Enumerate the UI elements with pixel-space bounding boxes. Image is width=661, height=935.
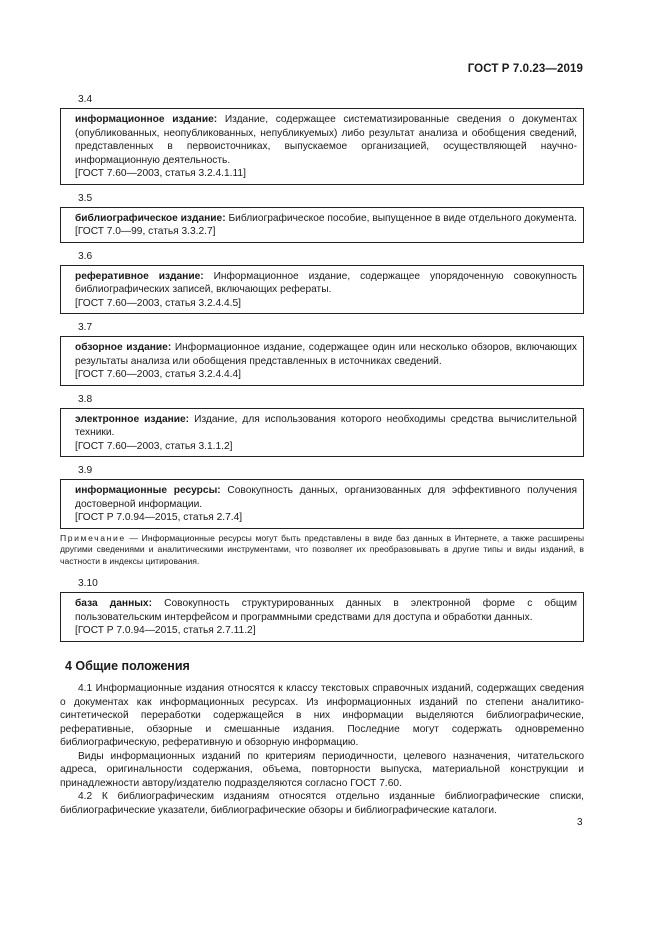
term-definition-box [60,207,584,243]
term-name: информационное издание: [75,114,218,125]
term-definition: Совокупность структурированных данных в электронной форме с общим пользовательским интерфейсом и программными средствами для доступа и обработки данных. [75,598,577,623]
term-name: база данных: [75,598,152,609]
term-number: 3.6 [78,250,93,262]
term-source: [ГОСТ 7.60—2003, статья 3.1.1.2] [75,440,233,452]
term-definition-box [60,408,584,458]
term-definition-box [60,265,584,315]
term-number: 3.8 [78,393,93,405]
term-name: библиографическое издание: [75,212,226,224]
term-source: [ГОСТ 7.0—99, статья 3.3.2.7] [75,226,216,237]
term-definition-box [60,592,584,642]
term-definition: Совокупность данных, организованных для эффективного получения достоверной информации. [75,485,577,510]
term-definition: Информационное издание, содержащее один или несколько обзоров, включающих результаты анализа или обобщения представленных в источниках сведений. [75,342,577,367]
term-definition-box [60,336,584,386]
term-source: [ГОСТ Р 7.0.94—2015, статья 2.7.4] [75,512,243,523]
term-number: 3.5 [78,192,93,204]
term-name: обзорное издание: [75,342,172,353]
term-source: [ГОСТ 7.60—2003, статья 3.2.4.1.11] [75,168,246,179]
term-source: [ГОСТ 7.60—2003, статья 3.2.4.4.4] [75,369,241,380]
term-number: 3.7 [78,322,93,333]
note-text: — Информационные ресурсы могут быть представлены в виде баз данных в Интернете, а также расширены другими сведениями и аналитическими инструментами, что позволяет их преобразовывать в другие типы и виды изданий, в частности в индексы цитирования. [60,532,584,566]
term-number: 3.9 [78,465,93,476]
document-code-header: ГОСТ Р 7.0.23—2019 [467,63,583,75]
term-name: электронное издание: [75,413,190,425]
term-name: реферативное издание: [75,270,204,282]
term-definition-box [60,108,584,185]
term-name: информационные ресурсы: [75,485,221,496]
term-definition: Библиографическое пособие, выпущенное в виде отдельного документа. [228,212,577,224]
section-heading: 4 Общие положения [65,658,190,673]
term-number: 3.10 [78,578,98,589]
note-paragraph [60,533,584,568]
note-label: Примечание [60,532,126,543]
term-number: 3.4 [78,94,93,105]
body-paragraph: 4.2 К библиографическим изданиям относятся отдельно изданные библиографические списки, библиографические указатели, библиографические обзоры и библиографические каталоги. [60,791,584,816]
term-source: [ГОСТ 7.60—2003, статья 3.2.4.4.5] [75,297,241,309]
term-definition: Информационное издание, содержащее упорядоченную совокупность библиографических записей, включающих рефераты. [75,270,577,295]
term-source: [ГОСТ Р 7.0.94—2015, статья 2.7.11.2] [75,625,256,636]
body-paragraph: Виды информационных изданий по критериям периодичности, целевого назначения, читательского адреса, оригинальности содержания, объема, повторности выпуска, материальной конструкции и принадлежности автору/издателю подразделяются согласно ГОСТ 7.60. [60,750,584,789]
term-definition-box [60,479,584,529]
term-definition: Издание, для использования которого необходимы средства вычислительной техники. [75,413,577,438]
term-definition: Издание, содержащее систематизированные сведения о документах (опубликованных, неопубликованных, непубликуемых) либо результат анализа и обобщения сведений, представленных в первоисточниках, выпускаемое организацией, осуществляющей научно-информационную деятельность. [75,114,577,166]
page-content [60,93,584,817]
page-number: 3 [577,817,583,828]
body-paragraph: 4.1 Информационные издания относятся к классу текстовых справочных изданий, содержащих сведения о документах как информационных ресурсах. Из информационных изданий по степени аналитико-синтетической переработки содержащейся в них информации выделяются библиографические, реферативные, обзорные и смешанные издания. Последние могут содержать одновременно библиографическую, реферативную и обзорную информацию. [60,683,584,748]
